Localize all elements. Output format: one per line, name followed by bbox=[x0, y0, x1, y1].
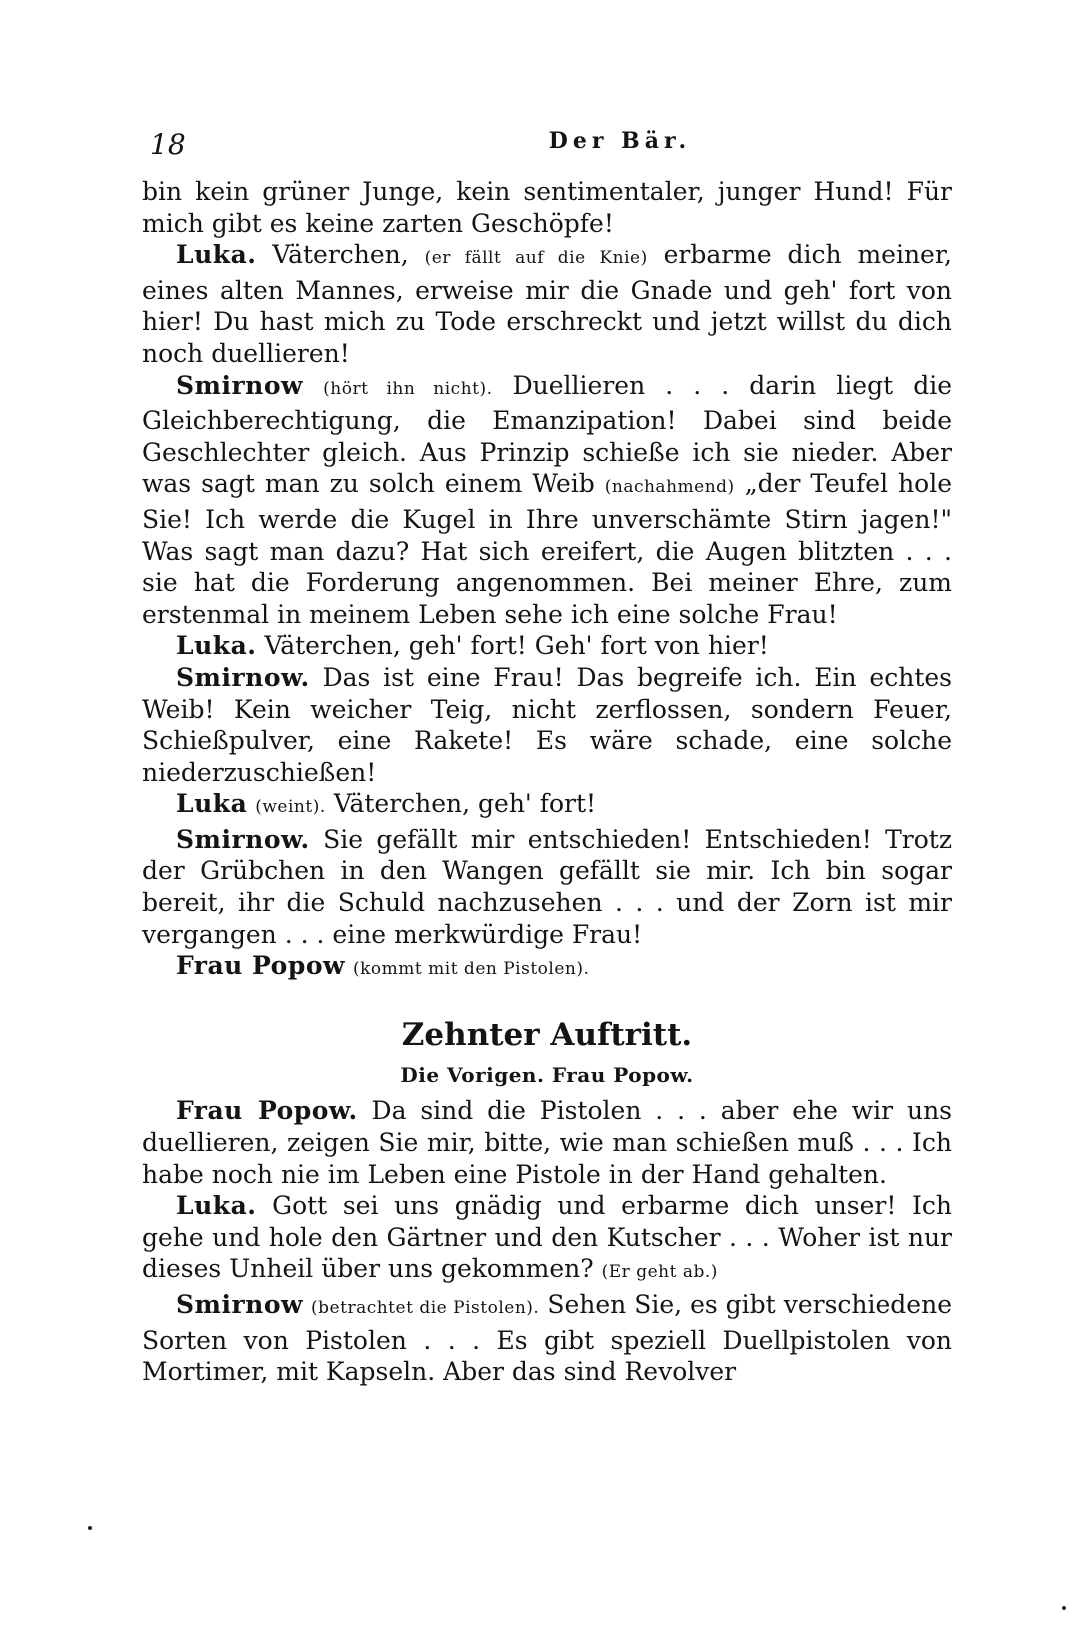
stage-direction: (er fällt auf die Knie) bbox=[424, 248, 648, 269]
speaker-name: Luka. bbox=[176, 240, 257, 270]
entrance-line bbox=[142, 950, 952, 986]
speaker-name: Smirnow bbox=[176, 1290, 304, 1319]
dialogue-text: Das ist eine Frau! Das begreife ich. Ein echtes Weib! Kein weicher Teig, nicht zerflossen, sondern Feuer, Schießpulver, eine Rakete! Es wäre schade, eine solche niederzuschießen! bbox=[142, 662, 952, 787]
dialogue-text: „der Teufel hole Sie! Ich werde die Kugel in Ihre unverschämte Stirn jagen!" Was sagt man dazu? Hat sich ereifert, die Augen blitzten . . . sie hat die Forderung angenommen. Bei meiner Ehre, zum erstenmal in meinem Leben sehe ich eine solche Frau! bbox=[142, 469, 953, 629]
stage-direction: (Er geht ab.) bbox=[601, 1262, 718, 1283]
stage-direction: (nachahmend) bbox=[604, 477, 735, 498]
dialogue-paragraph bbox=[142, 1289, 952, 1388]
stage-direction: (betrachtet die Pistolen). bbox=[311, 1298, 540, 1318]
dialogue-text: Duellieren . . . darin liegt die Gleichberechtigung, die Emanzipation! Dabei sind beide Geschlechter gleich. Aus Prinzip schieße ich sie nieder. Aber was sagt man zu solch einem Weib bbox=[142, 370, 953, 499]
scene-heading: Zehnter Auftritt. bbox=[401, 1016, 693, 1053]
dialogue-paragraph bbox=[142, 788, 952, 824]
speaker-name: Frau Popow bbox=[176, 951, 346, 981]
speaker-name: Smirnow. bbox=[176, 824, 310, 854]
dialogue-paragraph bbox=[142, 824, 952, 950]
dialogue-text: Sie gefällt mir entschieden! Entschieden! Trotz der Grübchen in den Wangen gefällt sie mir. Ich bin sogar bereit, ihr die Schuld nachzusehen . . . und der Zorn ist mir vergangen . . . eine merkwürdige Frau! bbox=[142, 824, 952, 949]
dialogue-text: Väterchen, geh' fort! Geh' fort von hier! bbox=[264, 631, 769, 661]
dialogue-paragraph bbox=[142, 239, 952, 369]
dialogue-text: Da sind die Pistolen . . . aber ehe wir uns duellieren, zeigen Sie mir, bitte, wie man schießen muß . . . Ich habe noch nie im Leben eine Pistole in der Hand gehalten. bbox=[142, 1096, 953, 1189]
dialogue-text: Väterchen, geh' fort! bbox=[333, 789, 597, 819]
dialogue-paragraph bbox=[142, 370, 952, 631]
stage-direction: (weint). bbox=[255, 797, 326, 818]
dialogue-text: Sehen Sie, es gibt verschiedene Sorten von Pistolen . . . Es gibt speziell Duellpistolen von Mortimer, mit Kapseln. Aber das sind Revolver bbox=[142, 1290, 952, 1387]
dialogue-paragraph bbox=[142, 630, 952, 662]
dialogue-text: Gott sei uns gnädig und erbarme dich unser! Ich gehe und hole den Gärtner und den Kutscher . . . Woher ist nur dieses Unheil über uns gekommen? bbox=[142, 1191, 952, 1284]
scan-speck bbox=[88, 1526, 92, 1530]
speaker-name: Luka. bbox=[176, 1191, 257, 1221]
dialogue-paragraph bbox=[142, 1095, 952, 1190]
speaker-name: Smirnow bbox=[176, 370, 304, 400]
stage-direction: (kommt mit den Pistolen). bbox=[353, 959, 590, 980]
cast-line: Die Vorigen. Frau Popow. bbox=[400, 1062, 694, 1087]
dialogue-text: Väterchen, bbox=[272, 240, 409, 270]
page-number: 18 bbox=[150, 128, 186, 161]
dialogue-paragraph bbox=[142, 1190, 952, 1289]
page-body bbox=[142, 176, 952, 1388]
dialogue-paragraph bbox=[142, 662, 952, 788]
page-header bbox=[150, 128, 950, 168]
paragraph-text: bin kein grüner Junge, kein sentimentaler, junger Hund! Für mich gibt es keine zarten Geschöpfe! bbox=[142, 177, 952, 238]
stage-direction: (hört ihn nicht). bbox=[323, 378, 493, 399]
speaker-name: Smirnow. bbox=[176, 662, 310, 692]
speaker-name: Luka. bbox=[176, 631, 257, 661]
scan-speck bbox=[1062, 1606, 1066, 1610]
speaker-name: Frau Popow. bbox=[176, 1096, 358, 1126]
paragraph-continued bbox=[142, 176, 952, 239]
dialogue-text: erbarme dich meiner, eines alten Mannes, erweise mir die Gnade und geh' fort von hier! Du hast mich zu Tode erschreckt und jetzt willst du dich noch duellieren! bbox=[142, 240, 952, 368]
speaker-name: Luka bbox=[176, 789, 248, 819]
running-title: Der Bär. bbox=[548, 128, 692, 154]
